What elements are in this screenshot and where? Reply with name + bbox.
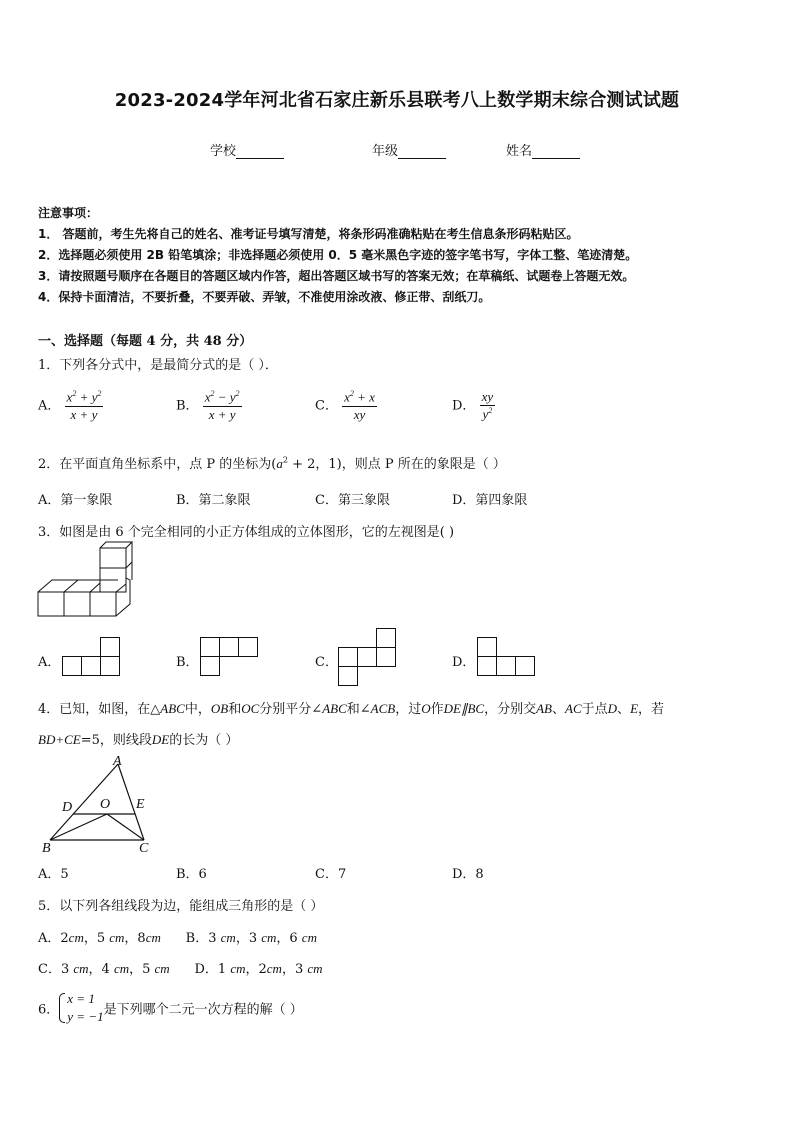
notes-heading: 注意事项： [38, 206, 99, 220]
q4-option-d[interactable]: D．8 [452, 867, 484, 882]
point-label-e: E [136, 797, 145, 812]
q3-option-a-view[interactable] [62, 637, 122, 677]
triangle-figure [40, 752, 160, 856]
question-4-stem-line2: BD+CE=5，则线段DE的长为（ ） [38, 732, 239, 748]
note-item: 3．请按照题号顺序在各题目的答题区域内作答，超出答题区域书写的答案无效；在草稿纸、试题卷上答题无效。 [38, 269, 635, 283]
q3-option-d-label[interactable]: D． [452, 655, 476, 670]
point-label-b: B [42, 841, 51, 856]
q2-option-a[interactable]: A．第一象限 [38, 493, 113, 508]
q5-options-row1[interactable]: A．2cm，5 cm，8cm B．3 cm，3 cm，6 cm [38, 930, 317, 946]
q3-option-d-view[interactable] [477, 637, 537, 677]
q1-option-b[interactable]: B． $\frac{x^2 - y^2}{x + y}$ [176, 389, 240, 422]
school-field[interactable]: 学校 [210, 140, 284, 159]
note-item: 4．保持卡面清洁，不要折叠，不要弄破、弄皱，不准使用涂改液、修正带、刮纸刀。 [38, 290, 491, 304]
q4-option-c[interactable]: C．7 [315, 867, 347, 882]
question-2-stem: 2．在平面直角坐标系中，点 P 的坐标为($a^2 + 2$，1)，则点 P 所在的象限是（ ） [38, 455, 506, 472]
point-label-a: A [113, 754, 122, 769]
question-4-stem-line1: 4．已知，如图，在△ABC中，OB和OC分别平分∠ABC和∠ACB，过O作DE∥BC，分别交AB、AC于点D、E，若 [38, 701, 665, 717]
q2-option-c[interactable]: C．第三象限 [315, 493, 390, 508]
q1-option-d[interactable]: D． $\frac{xy}{y^2}$ [452, 389, 494, 422]
fraction: $\frac{xy}{y^2}$ [481, 389, 494, 422]
q2-option-d[interactable]: D．第四象限 [452, 493, 528, 508]
point-label-o: O [100, 797, 111, 812]
q3-option-c-label[interactable]: C． [315, 655, 338, 670]
question-5-stem: 5．以下列各组线段为边，能组成三角形的是（ ） [38, 899, 324, 914]
q5-options-row2[interactable]: C．3 cm，4 cm，5 cm D．1 cm，2cm，3 cm [38, 961, 323, 977]
note-item: 1． 答题前，考生先将自己的姓名、准考证号填写清楚，将条形码准确粘贴在考生信息条形码粘贴区。 [38, 227, 579, 241]
q2-option-b[interactable]: B．第二象限 [176, 493, 251, 508]
q4-option-b[interactable]: B．6 [176, 867, 207, 882]
question-3-stem: 3．如图是由 6 个完全相同的小正方体组成的立体图形，它的左视图是( ) [38, 525, 455, 540]
page-title: 2023-2024学年河北省石家庄新乐县联考八上数学期末综合测试试题 [114, 90, 680, 111]
fraction: $\frac{x^2 + y^2}{x + y}$ [66, 389, 102, 422]
equation-system: x = 1 y = −1 [59, 990, 103, 1026]
q3-option-a-label[interactable]: A． [38, 655, 61, 670]
name-field[interactable]: 姓名 [506, 140, 580, 159]
note-item: 2．选择题必须使用 2B 铅笔填涂；非选择题必须使用 0．5 毫米黑色字迹的签字笔书写，字体工整、笔迹清楚。 [38, 248, 638, 262]
q3-option-b-label[interactable]: B． [176, 655, 199, 670]
question-6-stem: 6． x = 1 y = −1 是下列哪个二元一次方程的解（ ） [38, 990, 303, 1026]
point-label-d: D [62, 800, 73, 815]
q3-option-b-view[interactable] [200, 637, 260, 677]
fraction: $\frac{x^2 - y^2}{x + y}$ [204, 389, 240, 422]
question-1-stem: 1．下列各分式中，是最简分式的是（ ）． [38, 358, 278, 373]
q3-option-c-view[interactable] [338, 628, 398, 688]
cube-figure [38, 548, 134, 620]
q1-option-a[interactable]: A． $\frac{x^2 + y^2}{x + y}$ [38, 389, 102, 422]
point-label-c: C [139, 841, 149, 856]
q1-option-c[interactable]: C． $\frac{x^2 + x}{xy}$ [315, 389, 375, 422]
q4-option-a[interactable]: A．5 [38, 867, 69, 882]
fraction: $\frac{x^2 + x}{xy}$ [344, 389, 375, 422]
grade-field[interactable]: 年级 [372, 140, 446, 159]
section-heading: 一、选择题（每题 4 分，共 48 分） [38, 334, 253, 349]
